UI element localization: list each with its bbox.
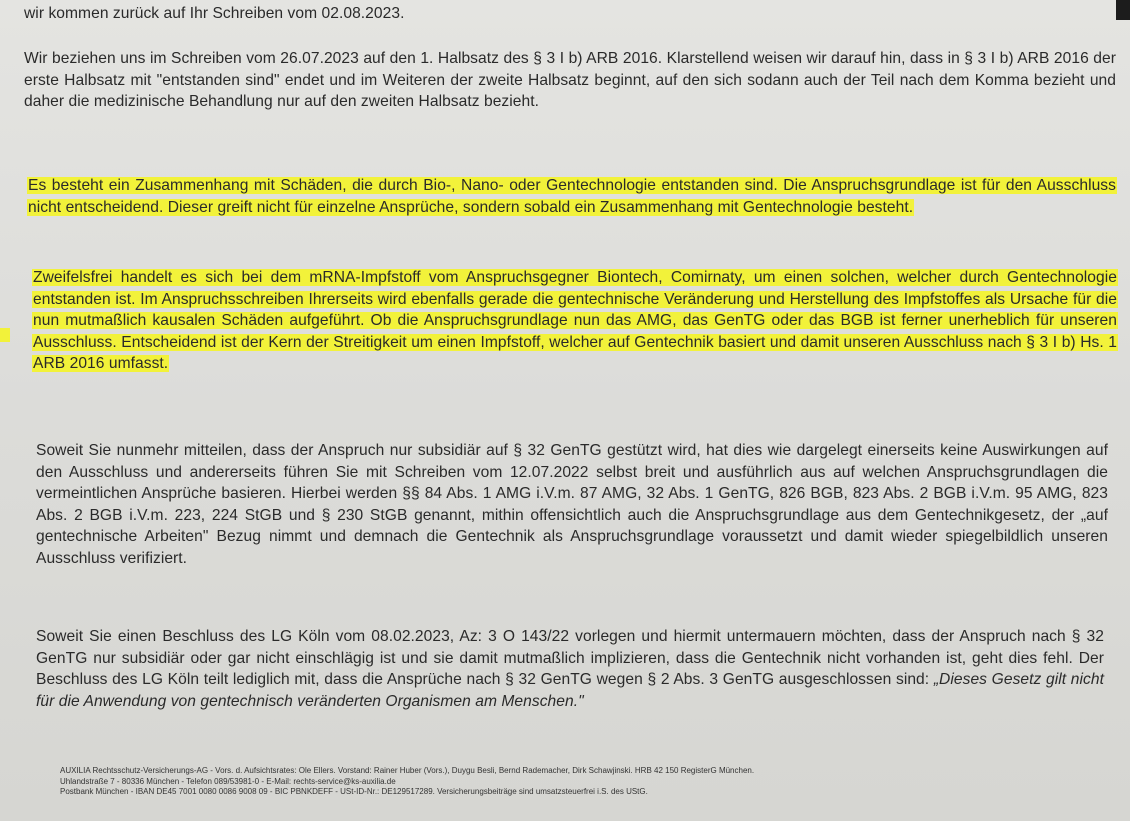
- paragraph-halbsatz: Wir beziehen uns im Schreiben vom 26.07.2023 auf den 1. Halbsatz des § 3 I b) ARB 2016. Klarstellend weisen wir darauf hin, dass in § 3 I b) ARB 2016 der erste Halbsatz mit "entstanden sind" endet und im Weiteren der zweite Halbsatz beginnt, auf den sich sodann auch der Teil nach dem Komma bezieht und daher die medizinische Behandlung nur auf den zweiten Halbsatz bezieht.: [24, 50, 1116, 111]
- paragraph-anspruchsgrundlagen: Soweit Sie nunmehr mitteilen, dass der Anspruch nur subsidiär auf § 32 GenTG gestützt wird, hat dies wie dargelegt einerseits keine Auswirkungen auf den Ausschluss und andererseits führen Sie mit Schreiben vom 12.07.2022 selbst breit und ausführlich aus auf welchen Anspruchsgrundlagen die vermeintlichen Ansprüche basieren. Hierbei werden §§ 84 Abs. 1 AMG i.V.m. 87 AMG, 32 Abs. 1 GenTG, 826 BGB, 823 Abs. 2 BGB i.V.m. 95 AMG, 823 Abs. 2 BGB i.V.m. 223, 224 StGB und § 230 StGB genannt, mithin offensichtlich auch die Anspruchsgrundlage aus dem Gentechnikgesetz, der „auf gentechnische Arbeiten" Bezug nimmt und demnach die Gentechnik als Anspruchsgrundlage voraussetzt und damit wieder spiegelbildlich unseren Ausschluss verifiziert.: [36, 442, 1108, 567]
- footer-company-line: AUXILIA Rechtsschutz-Versicherungs-AG - Vors. d. Aufsichtsrates: Ole Ellers. Vorstand: Rainer Huber (Vors.), Duygu Besli, Bernd Rademacher, Dirk Schawjinski. HRB 42 150 RegisterG München.: [60, 766, 755, 775]
- photo-edge-shadow: [1116, 0, 1130, 20]
- paragraph-zusammenhang: [27, 175, 1117, 218]
- highlighter-mark: [0, 328, 10, 342]
- intro-line: wir kommen zurück auf Ihr Schreiben vom 02.08.2023.: [24, 5, 405, 22]
- quoted-law: „Dieses Gesetz gilt nicht für die Anwendung von gentechnisch veränderten Organismen am Menschen.": [36, 671, 1104, 710]
- footer-bank-line: Postbank München - IBAN DE45 7001 0080 0086 9008 09 - BIC PBNKDEFF - USt-ID-Nr.: DE129517289. Versicherungsbeiträge sind umsatzsteuerfrei i.S. des UStG.: [60, 787, 648, 796]
- highlighted-text: Zweifelsfrei handelt es sich bei dem mRNA-Impfstoff vom Anspruchsgegner Biontech, Comirnaty, um einen solchen, welcher durch Gentechnologie entstanden ist. Im Anspruchsschreiben Ihrerseits wird ebenfalls gerade die gentechnische Veränderung und Herstellung des Impfstoffes als Ursache für die nun mutmaßlich kausalen Schäden aufgeführt. Ob die Anspruchsgrundlage nun das AMG, das GenTG oder das BGB ist ferner unerheblich für unseren Ausschluss. Entscheidend ist der Kern der Streitigkeit um einen Impfstoff, welcher auf Gentechnik basiert und damit unseren Ausschluss nach § 3 I b) Hs. 1 ARB 2016 umfasst.: [33, 269, 1117, 373]
- paragraph-lg-koeln: [36, 626, 1104, 712]
- paragraph-impfstoff: [32, 267, 1118, 375]
- footer-address-line: Uhlandstraße 7 - 80336 München - Telefon 089/53981-0 - E-Mail: rechts-service@ks-auxilia.de: [60, 776, 396, 786]
- highlighted-text: Es besteht ein Zusammenhang mit Schäden, die durch Bio-, Nano- oder Gentechnologie entstanden sind. Die Anspruchsgrundlage ist für den Ausschluss nicht entscheidend. Dieser greift nicht für einzelne Ansprüche, sondern sobald ein Zusammenhang mit Gentechnologie besteht.: [28, 177, 1116, 216]
- paragraph-text: Soweit Sie einen Beschluss des LG Köln vom 08.02.2023, Az: 3 O 143/22 vorlegen und hiermit untermauern möchten, dass der Anspruch nach § 32 GenTG nur subsidiär oder gar nicht einschlägig ist und sie damit mutmaßlich implizieren, dass die Gentechnik nicht vorhanden ist, geht dies fehl. Der Beschluss des LG Köln teilt lediglich mit, dass die Ansprüche nach § 32 GenTG wegen § 2 Abs. 3 GenTG ausgeschlossen sind:: [36, 628, 1104, 689]
- letter-footer: [60, 766, 1110, 798]
